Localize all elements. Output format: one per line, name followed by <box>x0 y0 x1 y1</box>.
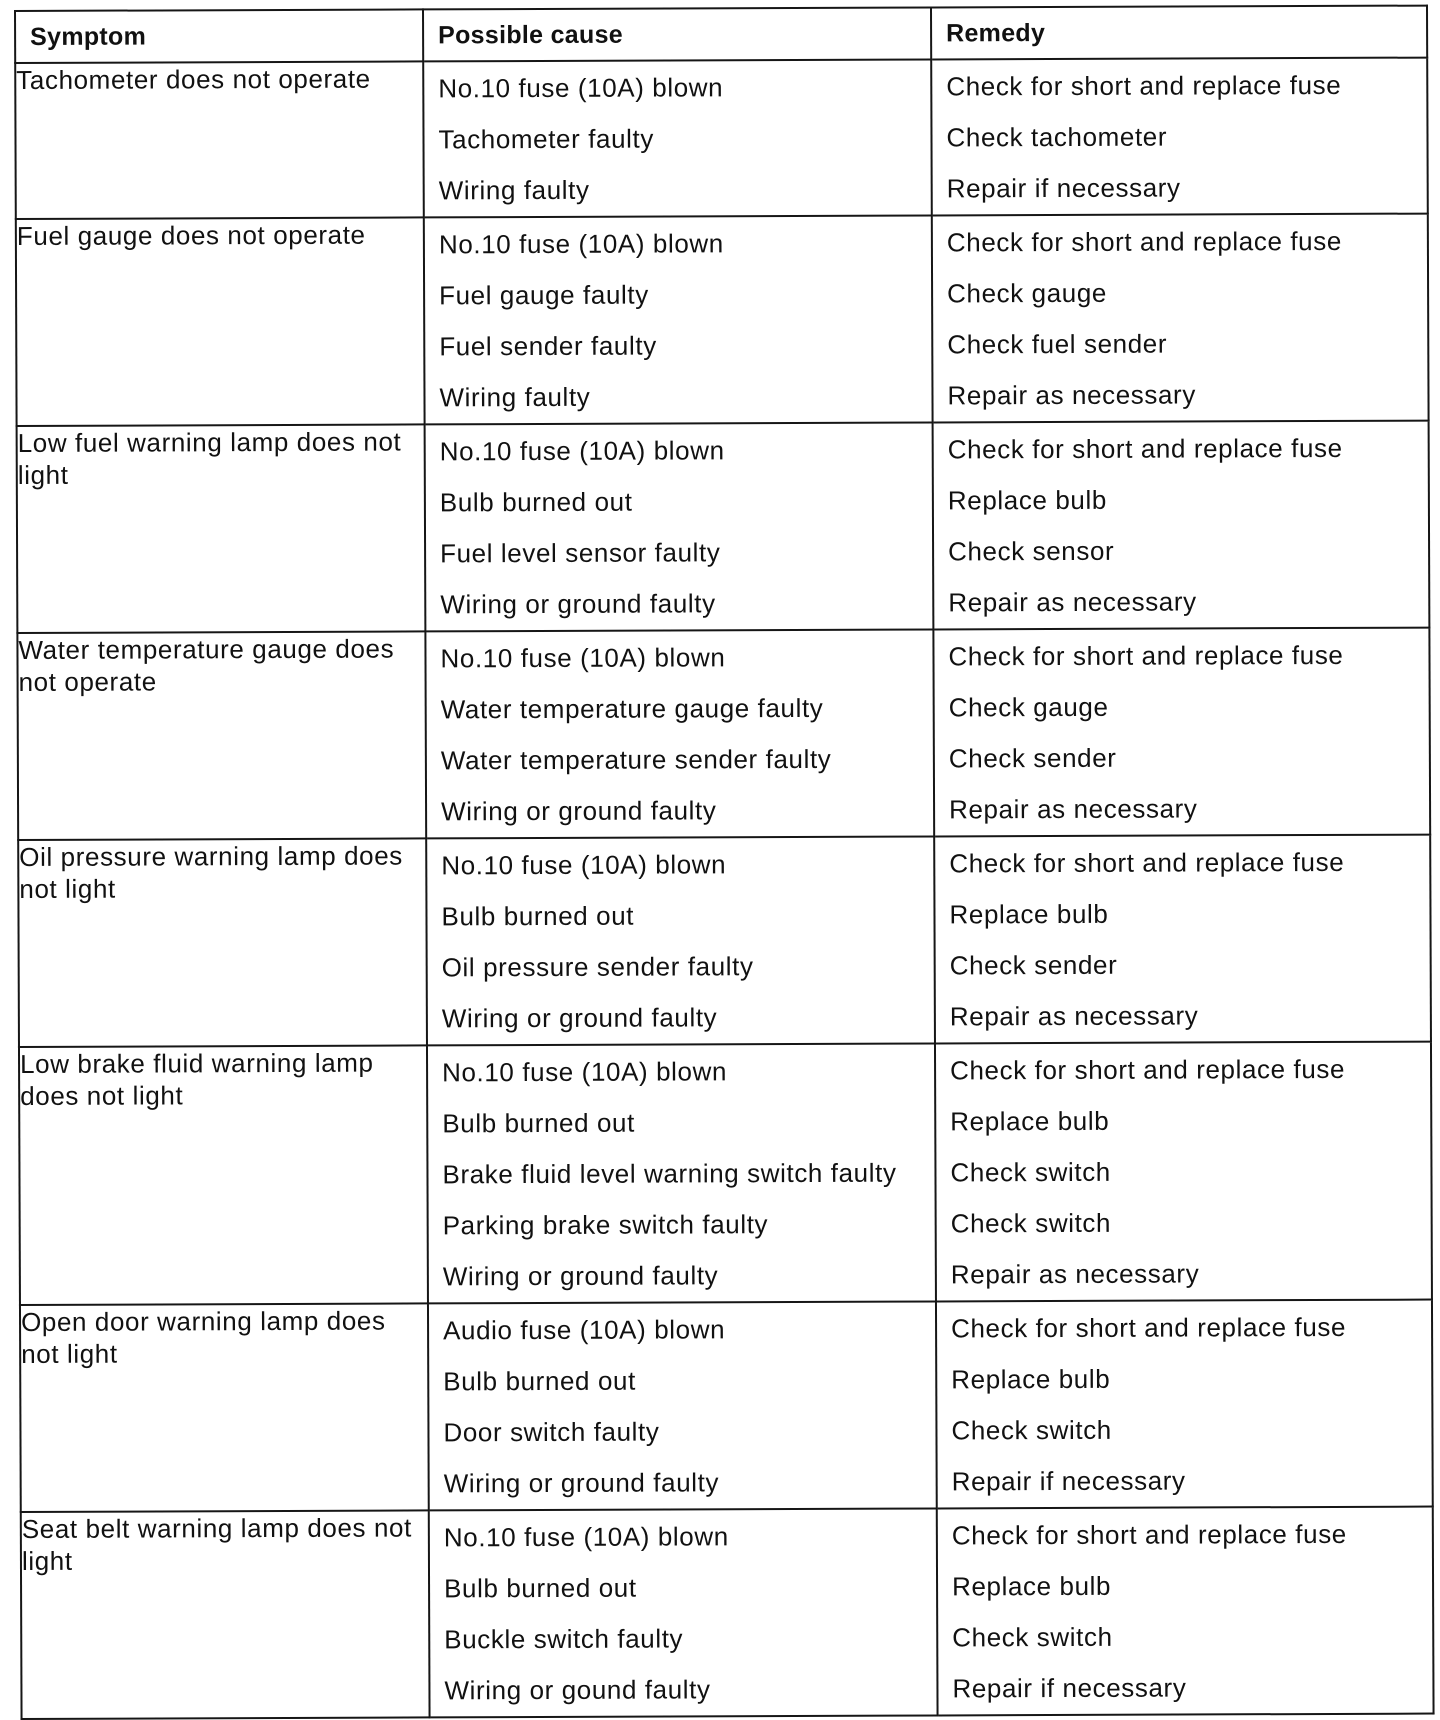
table-row <box>19 1042 1432 1305</box>
remedy-item: Check tachometer <box>946 121 1168 153</box>
table-row <box>17 421 1430 633</box>
cause-item: Bulb burned out <box>441 900 635 932</box>
table-row <box>21 1507 1434 1719</box>
cause-cell <box>428 1301 937 1510</box>
cause-item: Wiring or ground faulty <box>442 1260 719 1292</box>
troubleshooting-sheet <box>14 5 1434 1706</box>
symptom-cell: Water temperature gauge does not operate <box>17 631 426 840</box>
remedy-item: Check switch <box>950 1207 1112 1239</box>
remedy-item: Check for short and replace fuse <box>950 1053 1346 1086</box>
remedy-item: Check sensor <box>948 535 1115 567</box>
remedy-cell <box>937 1507 1434 1716</box>
cause-item: No.10 fuse (10A) blown <box>439 435 725 467</box>
cause-item: Buckle switch faulty <box>444 1623 684 1655</box>
column-header-symptom: Symptom <box>15 9 423 63</box>
cause-item: Wiring or ground faulty <box>441 795 717 827</box>
remedy-item: Replace bulb <box>952 1570 1112 1602</box>
cause-item: Tachometer faulty <box>438 123 654 155</box>
cause-item: Water temperature sender faulty <box>440 743 832 776</box>
remedy-cell <box>936 1300 1433 1509</box>
table-row <box>18 835 1431 1047</box>
remedy-item: Repair as necessary <box>947 379 1196 411</box>
cause-item: Audio fuse (10A) blown <box>443 1314 726 1346</box>
cause-cell <box>429 1508 938 1717</box>
table-row <box>20 1300 1433 1512</box>
cause-item: Fuel sender faulty <box>439 330 657 362</box>
column-header-remedy: Remedy <box>931 6 1427 60</box>
remedy-cell <box>932 214 1429 423</box>
remedy-item: Check sender <box>948 742 1117 774</box>
remedy-cell <box>931 58 1428 216</box>
remedy-item: Check for short and replace fuse <box>949 846 1345 879</box>
remedy-item: Check for short and replace fuse <box>951 1518 1347 1551</box>
remedy-item: Check for short and replace fuse <box>947 432 1343 465</box>
remedy-item: Check fuel sender <box>947 328 1168 360</box>
symptom-cell: Oil pressure warning lamp does not light <box>18 838 427 1047</box>
remedy-cell <box>934 835 1431 1044</box>
remedy-item: Check gauge <box>948 691 1109 723</box>
remedy-item: Repair if necessary <box>952 1672 1187 1704</box>
cause-item: Water temperature gauge faulty <box>440 692 824 725</box>
remedy-item: Repair as necessary <box>949 1000 1199 1032</box>
cause-item: No.10 fuse (10A) blown <box>441 849 727 881</box>
symptom-cell: Seat belt warning lamp does not light <box>21 1510 430 1719</box>
table-row <box>15 58 1428 219</box>
cause-item: Wiring faulty <box>439 381 591 413</box>
symptom-cell: Low fuel warning lamp does not light <box>17 424 426 633</box>
cause-item: Bulb burned out <box>439 486 633 518</box>
remedy-item: Replace bulb <box>947 484 1107 516</box>
cause-item: No.10 fuse (10A) blown <box>440 642 726 674</box>
table-header-row <box>15 6 1427 63</box>
remedy-item: Check for short and replace fuse <box>948 639 1344 672</box>
cause-item: Bulb burned out <box>442 1107 635 1139</box>
remedy-item: Check gauge <box>947 277 1107 309</box>
remedy-item: Repair if necessary <box>951 1465 1186 1497</box>
cause-item: Fuel level sensor faulty <box>440 537 721 569</box>
remedy-item: Check switch <box>952 1621 1113 1653</box>
cause-cell <box>423 59 932 217</box>
remedy-item: Check for short and replace fuse <box>946 225 1342 258</box>
cause-item: Bulb burned out <box>443 1365 636 1397</box>
remedy-item: Check for short and replace fuse <box>951 1311 1347 1344</box>
cause-cell <box>425 422 934 631</box>
symptom-cell: Tachometer does not operate <box>15 61 424 219</box>
cause-item: No.10 fuse (10A) blown <box>442 1056 728 1088</box>
cause-item: Brake fluid level warning switch faulty <box>442 1157 897 1190</box>
symptom-cell: Fuel gauge does not operate <box>16 217 425 426</box>
cause-cell <box>426 836 935 1045</box>
cause-item: Bulb burned out <box>444 1572 637 1604</box>
table-row <box>17 628 1430 840</box>
cause-item: Oil pressure sender faulty <box>441 951 754 983</box>
remedy-item: Repair as necessary <box>950 1258 1200 1290</box>
remedy-cell <box>933 628 1430 837</box>
remedy-item: Check switch <box>950 1156 1111 1188</box>
remedy-item: Replace bulb <box>949 898 1109 930</box>
cause-item: Wiring or ground faulty <box>441 1002 718 1034</box>
table-row <box>16 214 1429 426</box>
cause-cell <box>425 629 934 838</box>
cause-item: Parking brake switch faulty <box>442 1209 769 1241</box>
remedy-item: Replace bulb <box>951 1363 1111 1395</box>
remedy-cell <box>935 1042 1432 1302</box>
remedy-item: Replace bulb <box>950 1105 1110 1137</box>
remedy-cell <box>933 421 1430 630</box>
remedy-item: Repair if necessary <box>946 172 1181 204</box>
cause-item: No.10 fuse (10A) blown <box>438 72 724 104</box>
cause-item: Wiring or gound faulty <box>444 1674 711 1706</box>
remedy-item: Repair as necessary <box>949 793 1198 825</box>
symptom-cell: Low brake fluid warning lamp does not light <box>19 1045 428 1305</box>
remedy-item: Check sender <box>949 949 1118 981</box>
symptom-cell: Open door warning lamp does not light <box>20 1303 429 1512</box>
column-header-cause: Possible cause <box>423 7 931 61</box>
cause-item: No.10 fuse (10A) blown <box>438 228 724 260</box>
cause-cell <box>424 215 933 424</box>
remedy-item: Check switch <box>951 1414 1112 1446</box>
remedy-item: Repair as necessary <box>948 586 1197 618</box>
remedy-item: Check for short and replace fuse <box>946 69 1342 102</box>
cause-item: Fuel gauge faulty <box>439 279 649 311</box>
cause-cell <box>427 1043 936 1303</box>
cause-item: Wiring or ground faulty <box>440 588 716 620</box>
cause-item: No.10 fuse (10A) blown <box>443 1521 729 1553</box>
cause-item: Door switch faulty <box>443 1416 660 1448</box>
cause-item: Wiring or ground faulty <box>443 1467 720 1499</box>
troubleshooting-table <box>14 5 1435 1720</box>
cause-item: Wiring faulty <box>438 174 590 206</box>
